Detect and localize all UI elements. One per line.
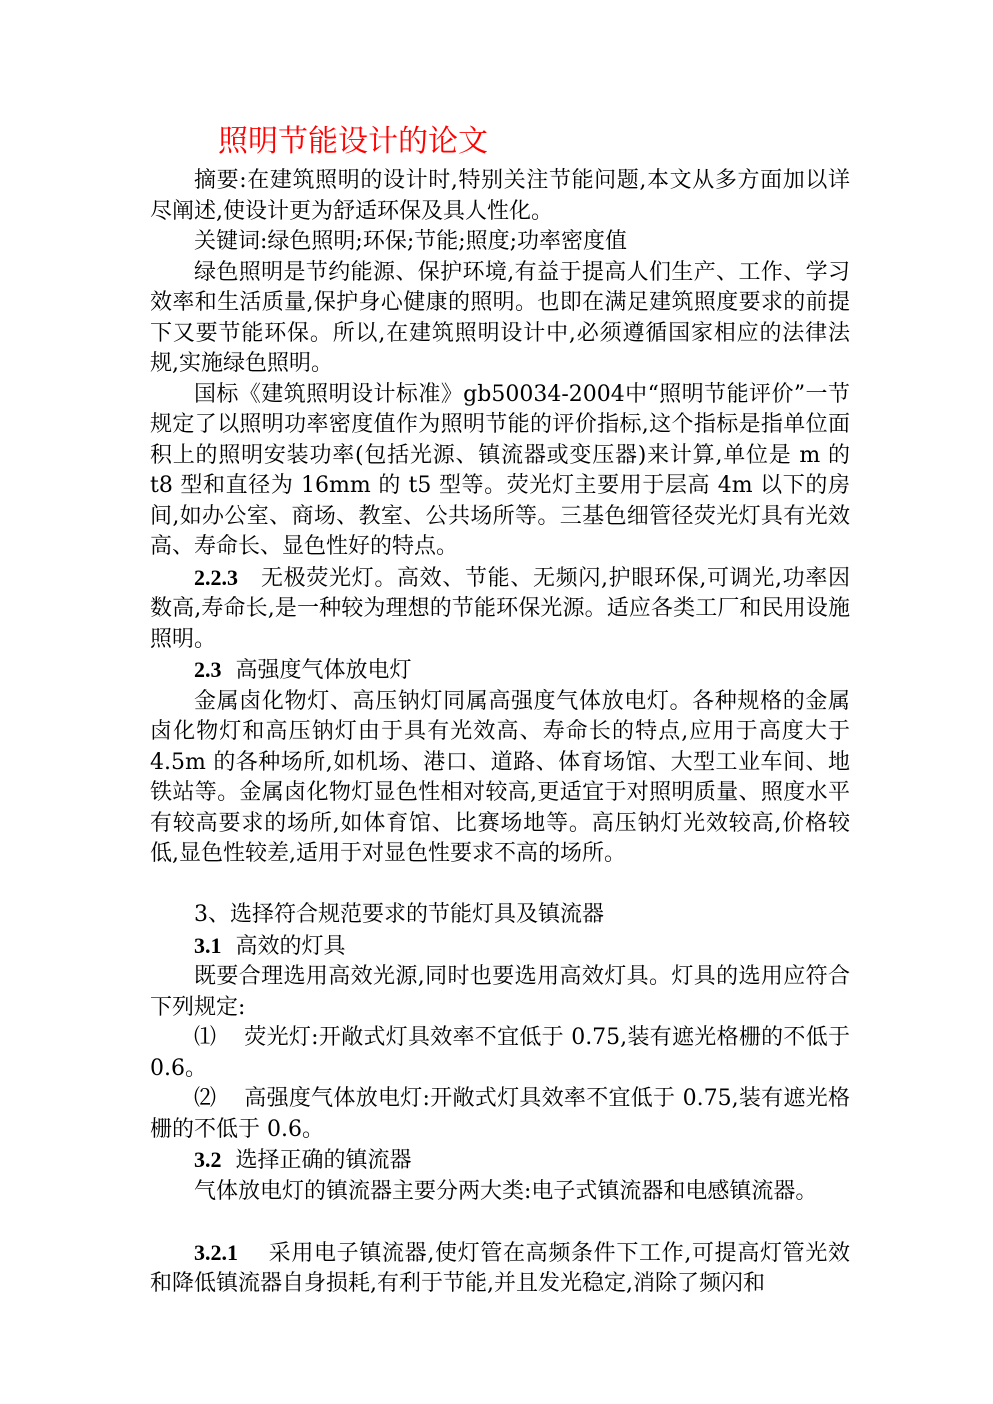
- keywords-paragraph: 关键词:绿色照明;环保;节能;照度;功率密度值: [194, 229, 628, 254]
- hid-lamp-paragraph: 金属卤化物灯、高压钠灯同属高强度气体放电灯。各种规格的金属卤化物灯和高压钠灯由于具有光效高、寿命长的特点,应用于高度大于 4.5m 的各种场所,如机场、港口、道路、体育场馆、大型工业车间、地铁站等。金属卤化物灯显色性相对较高,更适宜于对照明质量、照度水平有较高要求的场所,如体育馆、比赛场地等。高压钠灯光效较高,价格较低,显色性较差,适用于对显色性要求不高的场所。: [150, 688, 850, 866]
- national-standard-paragraph: 国标《建筑照明设计标准》gb50034-2004中“照明节能评价”一节规定了以照明功率密度值作为照明节能的评价指标,这个指标是指单位面积上的照明安装功率(包括光源、镇流器或变压器)来计算,单位是 m 的 t8 型和直径为 16mm 的 t5 型等。荧光灯主要用于层高 4m 以下的房间,如办公室、商场、教室、公共场所等。三基色细管径荧光灯具有光效高、寿命长、显色性好的特点。: [150, 381, 850, 559]
- section-3-heading: 3、选择符合规范要求的节能灯具及镇流器: [194, 902, 604, 927]
- section-3-2-1: [150, 1238, 850, 1300]
- green-lighting-paragraph: 绿色照明是节约能源、保护环境,有益于提高人们生产、工作、学习效率和生活质量,保护身心健康的照明。也即在满足建筑照度要求的前提下又要节能环保。所以,在建筑照明设计中,必须遵循国家相应的法律法规,实施绿色照明。: [150, 259, 850, 376]
- section-3-1-heading: [150, 931, 850, 963]
- section-title: 高强度气体放电灯: [235, 658, 412, 683]
- list-item-2: [150, 1084, 850, 1145]
- section-number: 2.3: [194, 657, 222, 682]
- list-marker: ⑴: [194, 1025, 217, 1050]
- section-number: 3.1: [194, 932, 222, 958]
- list-item-text: 高强度气体放电灯:开敞式灯具效率不宜低于 0.75,装有遮光格栅的不低于 0.6。: [150, 1086, 850, 1142]
- section-3-2-heading: [150, 1145, 850, 1177]
- section-2-3-heading: [150, 655, 850, 687]
- blank-line: [150, 870, 850, 901]
- section-2-2-3: [150, 563, 850, 656]
- section-text: 采用电子镇流器,使灯管在高频条件下工作,可提高灯管光效和降低镇流器自身损耗,有利于节能,并且发光稳定,消除了频闪和: [150, 1240, 850, 1296]
- blank-line: [150, 1207, 850, 1238]
- section-number: 2.2.3: [194, 564, 238, 590]
- document-body: [150, 118, 850, 1300]
- efficient-fixture-paragraph: 既要合理选用高效光源,同时也要选用高效灯具。灯具的选用应符合下列规定:: [150, 964, 850, 1020]
- list-marker: ⑵: [194, 1086, 217, 1111]
- section-text: 无极荧光灯。高效、节能、无频闪,护眼环保,可调光,功率因数高,寿命长,是一种较为理想的节能环保光源。适应各类工厂和民用设施照明。: [150, 565, 850, 652]
- section-title: 高效的灯具: [235, 933, 346, 959]
- list-item-text: 荧光灯:开敞式灯具效率不宜低于 0.75,装有遮光格栅的不低于 0.6。: [150, 1025, 850, 1081]
- section-number: 3.2: [194, 1147, 222, 1172]
- abstract-paragraph: 摘要:在建筑照明的设计时,特别关注节能问题,本文从多方面加以详尽阐述,使设计更为舒适环保及具人性化。: [150, 168, 850, 224]
- list-item-1: [150, 1023, 850, 1084]
- document-title: 照明节能设计的论文: [218, 124, 488, 159]
- section-number: 3.2.1: [194, 1239, 238, 1265]
- ballast-paragraph: 气体放电灯的镇流器主要分两大类:电子式镇流器和电感镇流器。: [194, 1178, 818, 1204]
- section-title: 选择正确的镇流器: [235, 1148, 412, 1173]
